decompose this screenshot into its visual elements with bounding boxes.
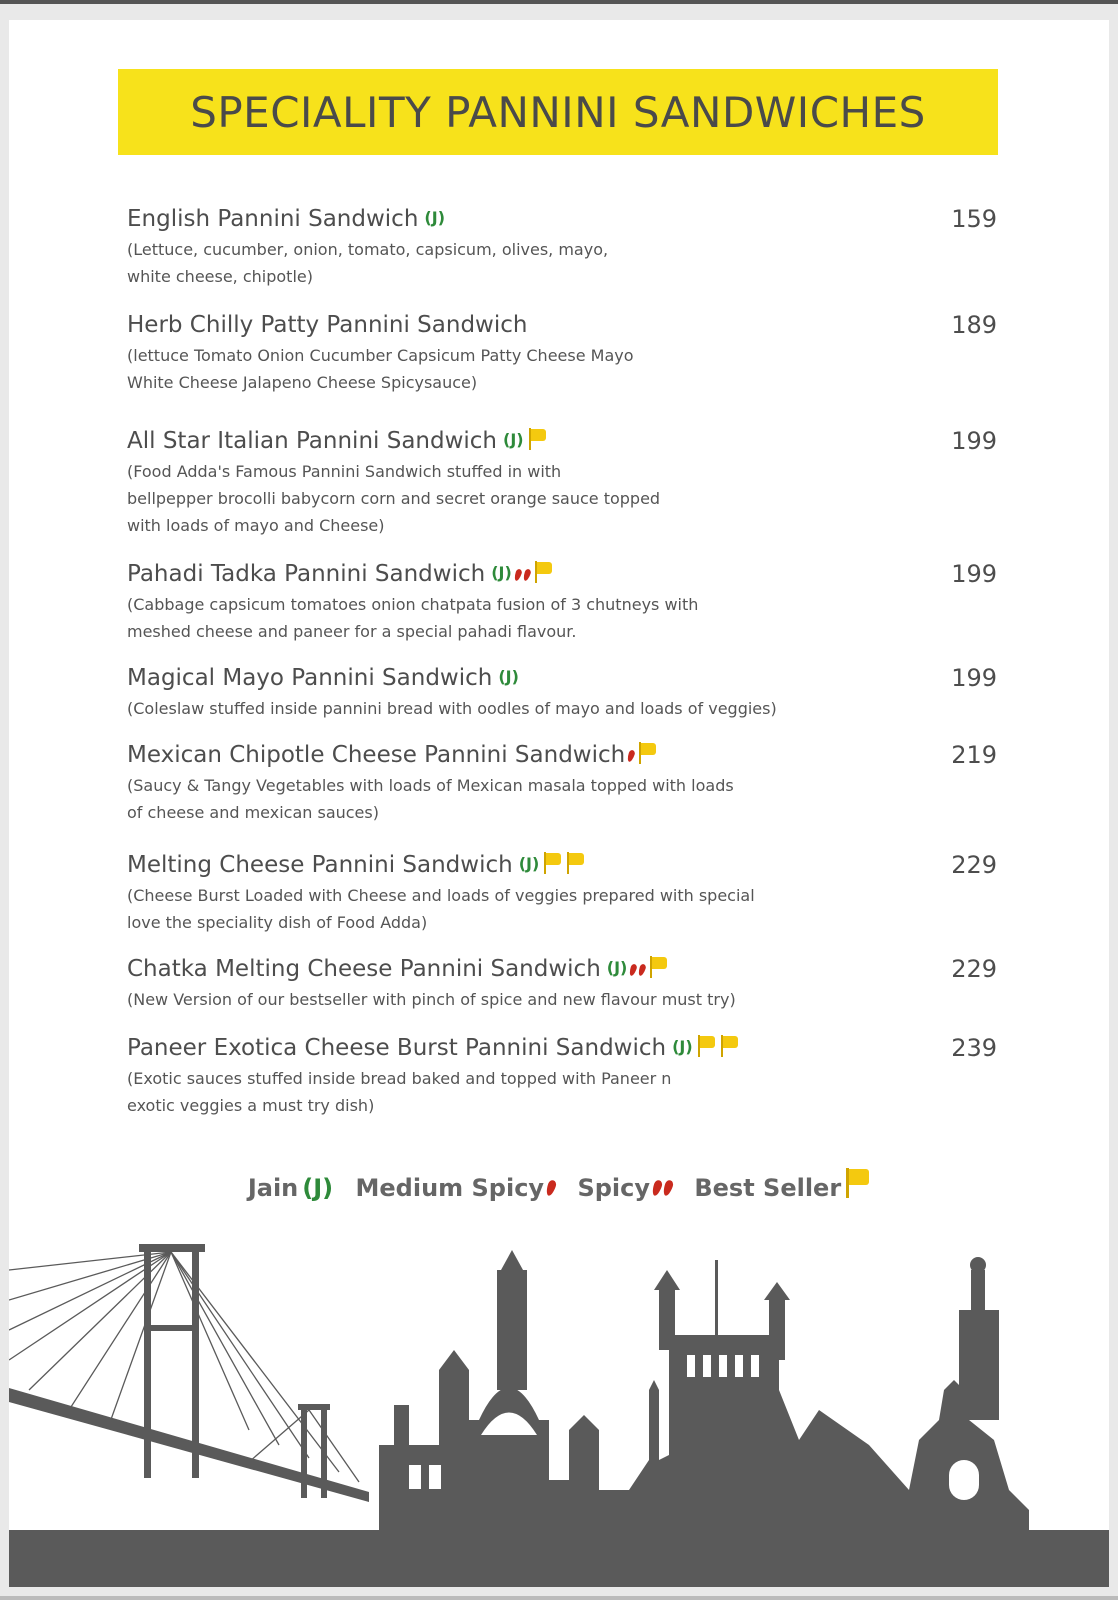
- legend-jain-mark: (J): [302, 1174, 334, 1202]
- city-skyline-illustration: [9, 1230, 1109, 1587]
- menu-item-price: 229: [951, 851, 997, 879]
- bottom-border: [0, 1596, 1118, 1600]
- menu-item-description: (Exotic sauces stuffed inside bread baked and topped with Paneer n exotic veggies a must try dish): [127, 1069, 672, 1115]
- flag-icon: [696, 1035, 716, 1057]
- flag-icon: [648, 956, 668, 978]
- flag-icon: [542, 852, 562, 874]
- flag-icon: [637, 742, 657, 764]
- flag-icon: [565, 852, 585, 874]
- chili-icon: [627, 749, 636, 762]
- chili-icon: [513, 568, 522, 581]
- jain-mark: (J): [491, 563, 512, 582]
- menu-item-description: (Coleslaw stuffed inside pannini bread with oodles of mayo and loads of veggies): [127, 699, 777, 718]
- chili-icon: [522, 568, 531, 581]
- menu-item: [127, 424, 1007, 539]
- menu-item-price: 219: [951, 741, 997, 769]
- chili-icon: [629, 963, 638, 976]
- chili-icon: [651, 1179, 664, 1197]
- menu-item-header: [127, 1031, 1007, 1065]
- menu-item-price: 239: [951, 1034, 997, 1062]
- menu-item-description: (New Version of our bestseller with pinch of spice and new flavour must try): [127, 990, 736, 1009]
- chili-icon: [545, 1179, 558, 1197]
- top-border: [0, 0, 1118, 4]
- menu-item: [127, 308, 1007, 396]
- jain-mark: (J): [424, 208, 445, 227]
- menu-item: [127, 848, 1007, 936]
- menu-item: [127, 202, 1007, 290]
- menu-item: [127, 557, 1007, 645]
- flag-icon: [719, 1035, 739, 1057]
- menu-item-header: [127, 202, 1007, 236]
- menu-item-header: [127, 738, 1007, 772]
- legend-best-seller-label: Best Seller: [694, 1174, 842, 1202]
- legend-medium-spicy-label: Medium Spicy: [355, 1174, 545, 1202]
- menu-item-header: [127, 952, 1007, 986]
- menu-item-price: 159: [951, 205, 997, 233]
- page-title: SPECIALITY PANNINI SANDWICHES: [190, 87, 926, 137]
- menu-item-name: Melting Cheese Pannini Sandwich: [127, 852, 513, 878]
- title-banner: [118, 69, 998, 155]
- menu-item-name: Chatka Melting Cheese Pannini Sandwich: [127, 956, 601, 982]
- menu-item-header: [127, 848, 1007, 882]
- menu-item-header: [127, 424, 1007, 458]
- menu-item: [127, 1031, 1007, 1119]
- menu-item: [127, 661, 1007, 722]
- chili-icon: [662, 1179, 675, 1197]
- menu-item-description: (Food Adda's Famous Pannini Sandwich stuffed in with bellpepper brocolli babycorn corn and secret orange sauce topped with loads of mayo and Cheese): [127, 462, 661, 535]
- jain-mark: (J): [672, 1037, 693, 1056]
- menu-item-description: (Cheese Burst Loaded with Cheese and loads of veggies prepared with special love the speciality dish of Food Adda): [127, 886, 755, 932]
- menu-item-description: (Cabbage capsicum tomatoes onion chatpata fusion of 3 chutneys with meshed cheese and paneer for a special pahadi flavour.: [127, 595, 699, 641]
- menu-item-price: 189: [951, 311, 997, 339]
- legend-jain-label: Jain: [247, 1174, 299, 1202]
- chili-icon: [638, 963, 647, 976]
- menu-item-description: (Lettuce, cucumber, onion, tomato, capsicum, olives, mayo, white cheese, chipotle): [127, 240, 609, 286]
- menu-item-header: [127, 557, 1007, 591]
- menu-item: [127, 738, 1007, 826]
- jain-mark: (J): [606, 958, 628, 977]
- legend: [9, 1168, 1109, 1202]
- menu-item-name: Herb Chilly Patty Pannini Sandwich: [127, 312, 528, 338]
- menu-page: [9, 20, 1109, 1587]
- menu-item-description: (lettuce Tomato Onion Cucumber Capsicum Patty Cheese Mayo White Cheese Jalapeno Cheese Spicysauce): [127, 346, 634, 392]
- menu-item-name: English Pannini Sandwich: [127, 206, 419, 232]
- menu-item-price: 199: [951, 664, 997, 692]
- menu-item-price: 199: [951, 427, 997, 455]
- menu-item-name: All Star Italian Pannini Sandwich: [127, 428, 498, 454]
- jain-mark: (J): [518, 854, 540, 873]
- menu-item-price: 199: [951, 560, 997, 588]
- menu-item-header: [127, 661, 1007, 695]
- menu-item: [127, 952, 1007, 1013]
- menu-item-header: [127, 308, 1007, 342]
- flag-icon: [844, 1168, 870, 1198]
- flag-icon: [533, 561, 553, 583]
- menu-item-name: Magical Mayo Pannini Sandwich: [127, 665, 493, 691]
- menu-item-name: Pahadi Tadka Pannini Sandwich: [127, 561, 486, 587]
- menu-item-name: Paneer Exotica Cheese Burst Pannini Sandwich: [127, 1035, 667, 1061]
- jain-mark: (J): [498, 667, 519, 686]
- flag-icon: [527, 428, 547, 450]
- menu-item-price: 229: [951, 955, 997, 983]
- menu-item-name: Mexican Chipotle Cheese Pannini Sandwich: [127, 742, 626, 768]
- menu-item-description: (Saucy & Tangy Vegetables with loads of Mexican masala topped with loads of cheese and mexican sauces): [127, 776, 734, 822]
- legend-spicy-label: Spicy: [577, 1174, 650, 1202]
- jain-mark: (J): [503, 430, 524, 449]
